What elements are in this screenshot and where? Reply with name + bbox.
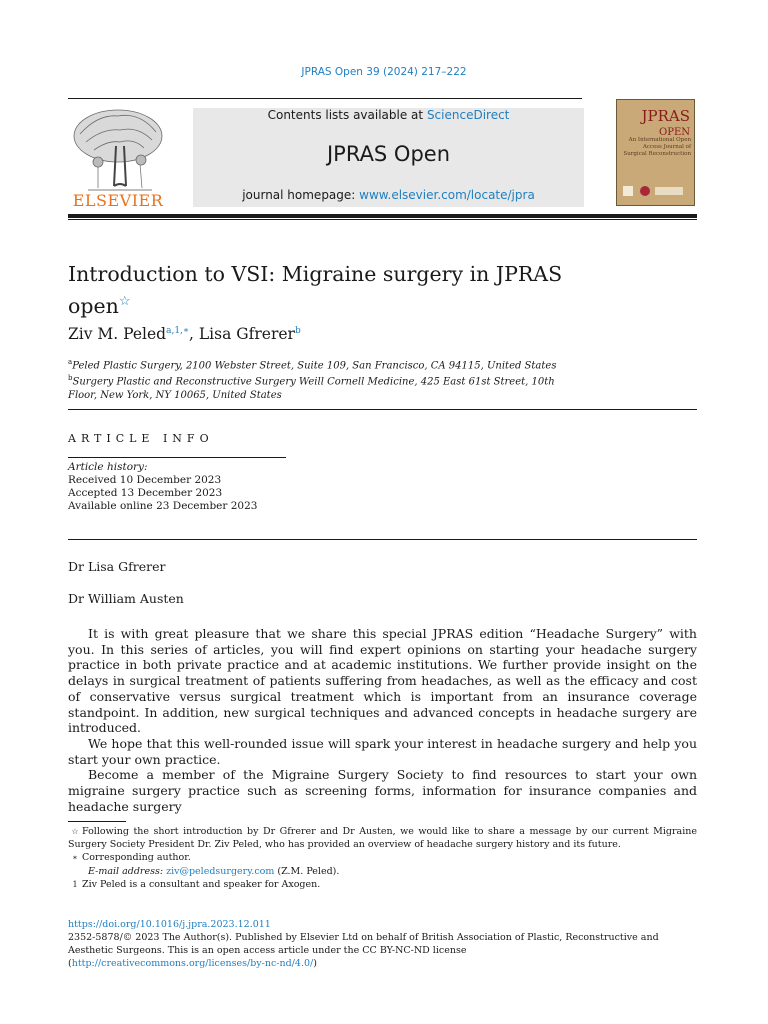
- body-text: [68, 626, 697, 814]
- cover-title-line1: JPRAS: [641, 107, 690, 125]
- affiliation-text: Surgery Plastic and Reconstructive Surgery Weill Cornell Medicine, 425 East 61st Street, 10th Floor, New York, NY 10065, United States: [68, 376, 555, 401]
- footnote-1-mark: 1: [72, 879, 78, 889]
- article-info-heading: ARTICLE INFO: [68, 432, 214, 445]
- sciencedirect-link[interactable]: ScienceDirect: [426, 108, 510, 122]
- masthead-box: [193, 108, 584, 207]
- author-list: [68, 325, 688, 343]
- cover-title-line2: OPEN: [659, 127, 690, 138]
- salutation-first: Dr Lisa Gfrerer: [68, 559, 166, 574]
- article-info-rule-bottom: [68, 539, 697, 540]
- elsevier-wordmark: ELSEVIER: [72, 191, 164, 210]
- masthead-rule-thin: [68, 219, 697, 220]
- author-affiliation-marks[interactable]: b: [294, 325, 301, 336]
- contents-prefix: Contents lists available at: [267, 108, 427, 122]
- footnote-rule: [68, 821, 126, 822]
- footnote-email: [68, 865, 697, 878]
- footnote-1: [68, 878, 697, 891]
- header-rule: [68, 98, 582, 99]
- license-link[interactable]: http://creativecommons.org/licenses/by-nc-nd/4.0/: [71, 958, 314, 969]
- email-owner: (Z.M. Peled).: [274, 865, 340, 877]
- history-available: Available online 23 December 2023: [68, 500, 258, 512]
- author-affiliation-marks[interactable]: a,1,∗: [166, 325, 190, 336]
- license-close-paren: ): [313, 958, 317, 969]
- affiliation: [68, 356, 578, 372]
- contents-line: [193, 108, 584, 122]
- author-name: Lisa Gfrerer: [198, 325, 295, 343]
- license-open-paren: (: [68, 958, 72, 969]
- footnote-star-text: Following the short introduction by Dr Gfrerer and Dr Austen, we would like to share a message by our current Migraine Surgery Society President Dr. Ziv Peled, who has provided an overview of headache surgery history and its future.: [68, 826, 697, 851]
- article-history: [68, 461, 368, 513]
- homepage-prefix: journal homepage:: [242, 188, 360, 202]
- history-accepted: Accepted 13 December 2023: [68, 487, 223, 499]
- masthead-rule-thick: [68, 214, 697, 218]
- body-paragraph: We hope that this well-rounded issue will spark your interest in headache surgery and help you start your own practice.: [68, 735, 697, 767]
- license-line: [68, 957, 697, 970]
- doi-link[interactable]: https://doi.org/10.1016/j.jpra.2023.12.011: [68, 919, 271, 930]
- journal-title: JPRAS Open: [326, 142, 451, 166]
- elsevier-tree-icon: [68, 106, 168, 194]
- salutation-second: Dr William Austen: [68, 591, 184, 606]
- homepage-link[interactable]: www.elsevier.com/locate/jpra: [359, 188, 535, 202]
- history-received: Received 10 December 2023: [68, 474, 222, 486]
- cover-title: [617, 109, 694, 140]
- body-paragraph: Become a member of the Migraine Surgery Society to find resources to start your own migraine surgery practice such as screening forms, information for insurance companies and headache surgery: [68, 767, 697, 814]
- affiliation: [68, 372, 578, 401]
- footnote-corresponding: [68, 851, 697, 864]
- copyright-text: 2352-5878/© 2023 The Author(s). Published by Elsevier Ltd on behalf of British Association of Plastic, Reconstructive and Aesthetic Surgeons. This is an open access article under the CC BY-NC-ND license: [68, 932, 659, 956]
- footnote-star-mark: ☆: [71, 827, 79, 836]
- article-footer: [68, 918, 697, 970]
- elsevier-logo: [68, 106, 168, 210]
- footnote-1-text: Ziv Peled is a consultant and speaker for Axogen.: [82, 878, 321, 890]
- citation-link[interactable]: JPRAS Open 39 (2024) 217–222: [301, 66, 467, 78]
- affiliation-list: [68, 356, 578, 402]
- article-info-rule-top: [68, 409, 697, 410]
- affiliation-label: b: [68, 374, 73, 383]
- email-label: E-mail address:: [88, 865, 167, 877]
- affiliation-label: a: [68, 358, 73, 366]
- author-separator: ,: [189, 325, 199, 343]
- body-paragraph: It is with great pleasure that we share this special JPRAS edition “Headache Surgery” with you. In this series of articles, you will find expert opinions on starting your headache surgery practice in both private practice and at academic institutions. We further provide insight on the delays in surgical treatment of patients suffering from headaches, as well as the efficacy and cost of conservative versus surgical treatment which is important from an insurance coverage standpoint. In addition, new surgical techniques and advanced concepts in headache surgery are introduced.: [68, 626, 697, 736]
- article-title-text: Introduction to VSI: Migraine surgery in JPRAS open: [68, 262, 563, 318]
- footnote-corresponding-text: Corresponding author.: [82, 852, 191, 864]
- title-footnote-star-icon[interactable]: ☆: [118, 294, 131, 309]
- email-link[interactable]: ziv@peledsurgery.com: [166, 865, 275, 877]
- author-name: Ziv M. Peled: [68, 325, 167, 343]
- footnote-corresponding-mark: ∗: [72, 853, 78, 863]
- journal-cover: [616, 99, 695, 206]
- history-label: Article history:: [68, 461, 148, 473]
- article-info-rule-short: [68, 457, 286, 458]
- affiliation-text: Peled Plastic Surgery, 2100 Webster Street, Suite 109, San Francisco, CA 94115, United States: [72, 360, 557, 372]
- footnotes: [68, 825, 697, 891]
- article-title: [68, 260, 568, 320]
- footnote-star: [68, 825, 697, 851]
- journal-citation: [0, 66, 768, 78]
- cover-society-logos-icon: [623, 184, 689, 202]
- homepage-line: [193, 188, 584, 202]
- cover-subtitle: An International Open Access Journal of Surgical Reconstruction: [623, 137, 691, 157]
